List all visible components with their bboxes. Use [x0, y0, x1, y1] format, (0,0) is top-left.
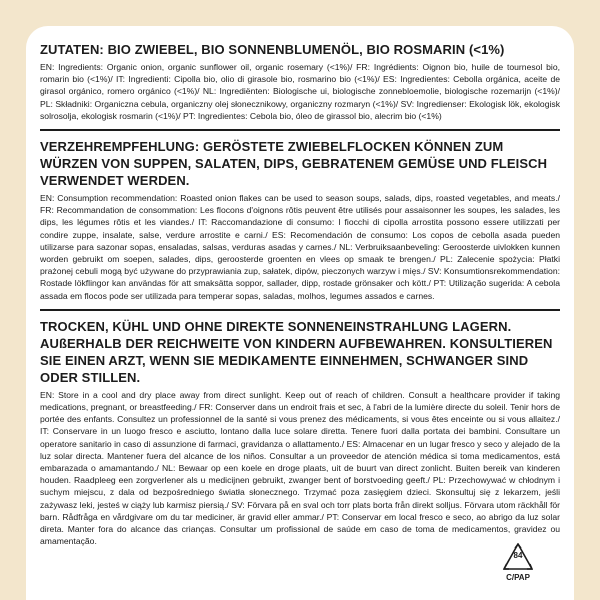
- recycling-number: 84: [513, 551, 523, 560]
- ingredients-heading: ZUTATEN: BIO ZWIEBEL, BIO SONNENBLUMENÖL, BIO ROSMARIN (<1%): [40, 42, 505, 57]
- recycling-mark: [488, 541, 548, 582]
- storage-section: [40, 318, 560, 548]
- section-divider: [40, 309, 560, 311]
- recycling-code: C/PAP: [506, 573, 530, 582]
- section-divider: [40, 129, 560, 131]
- ingredients-section: [40, 41, 560, 122]
- storage-heading: TROCKEN, KÜHL UND OHNE DIREKTE SONNENEINSTRAHLUNG LAGERN. AUßERHALB DER REICHWEITE VON KINDERN AUFBEWAHREN. KONSULTIEREN SIE EINEN ARZT, WENN SIE MEDIKAMENTE EINNEHMEN, SCHWANGER SIND ODER STILLEN.: [40, 318, 553, 385]
- storage-text: EN: Store in a cool and dry place away from direct sunlight. Keep out of reach of children. Consult a healthcare provider if taking medications, pregnant, or breastfeeding./ FR: Conserver dans un endroit frais et sec, à l'abri de la lumière directe du soleil. Tenir hors de portée des enfants. Consultez un professionnel de la santé si vous prenez des médicaments, si vous êtes enceinte ou si vous allaitez./ IT: Conservare in un luogo fresco e asciutto, lontano dalla luce solare diretta. Tenere fuori dalla portata dei bambini. Consultare un operatore sanitario in caso di assunzione di farmaci, gravidanza o allattamento./ ES: Almacenar en un lugar fresco y seco y alejado de la luz solar directa. Mantener fuera del alcance de los niños. Consultar a un proveedor de atención médica si toma medicamentos, está embarazada o amamantando./ NL: Bewaar op een koele en droge plaats, uit de buurt van direct zonlicht. Buiten bereik van kinderen houden. Raadpleeg een zorgverlener als u medicijnen gebruikt, zwanger bent of borstvoeding geeft./ PL: Przechowywać w chłodnym i suchym miejscu, z dala od bezpośredniego światła słonecznego. Trzymać poza zasięgiem dzieci. Skonsultuj się z lekarzem, jeśli zażywasz leki, jesteś w ciąży lub karmisz piersią./ SV: Förvara på en sval och torr plats borta från direkt solljus. Förvara utom räckhåll för barn. Rådfråga en vårdgivare om du tar mediciner, är gravid eller ammar./ PT: Conservar em local fresco e seco, ao abrigo da luz solar direta. Manter fora do alcance das crianças. Consultar um profissional de saúde em caso de toma de medicamentos, gravidez ou amamentação.: [40, 389, 560, 547]
- label-panel: [26, 26, 574, 600]
- recommendation-section: [40, 138, 560, 302]
- ingredients-text: EN: Ingredients: Organic onion, organic sunflower oil, organic rosemary (<1%)/ FR: Ingrédients: Oignon bio, huile de tournesol bio, romarin bio (<1%)/ IT: Ingredienti: Cipolla bio, olio di girasole bio, rosmarino bio (<1%)/ ES: Ingredientes: Cebolla orgánica, aceite de girasol orgánico, romero orgánico (<1%)/ NL: Ingrediënten: Biologische ui, biologische zonnebloemolie, biologische rozemarijn (<1%)/ PL: Składniki: Organiczna cebula, organiczny olej słonecznikowy, organiczny rozmaryn (<1%)/ SV: Ingredienser: Ekologisk lök, ekologisk solrosolja, ekologisk rosmarin (<1%)/ PT: Ingredientes: Cebola bio, óleo de girassol bio, alecrim bio (<1%): [40, 62, 560, 121]
- recommendation-text: EN: Consumption recommendation: Roasted onion flakes can be used to season soups, salads, dips, roasted vegetables, and meats./ FR: Recommandation de consommation: Les flocons d'oignons rôtis peuvent être utilisés pour assaisonner les soupes, les salades, les dips, les légumes rôtis et les viandes./ IT: Raccomandazione di consumo: I fiocchi di cipolla arrostita possono essere utilizzati per condire zuppe, insalate, salse, verdure arrostite e carni./ ES: Recomendación de consumo: Los copos de cebolla asada pueden utilizarse para sazonar sopas, ensaladas, salsas, verduras asadas y carnes./ NL: Verbruiksaanbeveling: Geroosterde uivlokken kunnen worden gebruikt om soepen, salades, dips, geroosterde groenten en vlees op smaak te brengen./ PL: Zalecenie spożycia: Płatki prażonej cebuli mogą być używane do przyprawiania zup, sałatek, dipów, pieczonych warzyw i mięs./ SV: Konsumtionsrekommendation: Rostade lökflingor kan användas för att smaksätta soppor, sallader, dipp, rostade grönsaker och kött./ PT: Utilização sugerida: A cebola assada em flocos pode ser utilizada para temperar sopas, saladas, molhos, legumes assados e carnes.: [40, 193, 560, 301]
- recommendation-heading: VERZEHREMPFEHLUNG: GERÖSTETE ZWIEBELFLOCKEN KÖNNEN ZUM WÜRZEN VON SUPPEN, SALATEN, DIPS, GEBRATENEM GEMÜSE UND FLEISCH VERWENDET WERDEN.: [40, 139, 548, 189]
